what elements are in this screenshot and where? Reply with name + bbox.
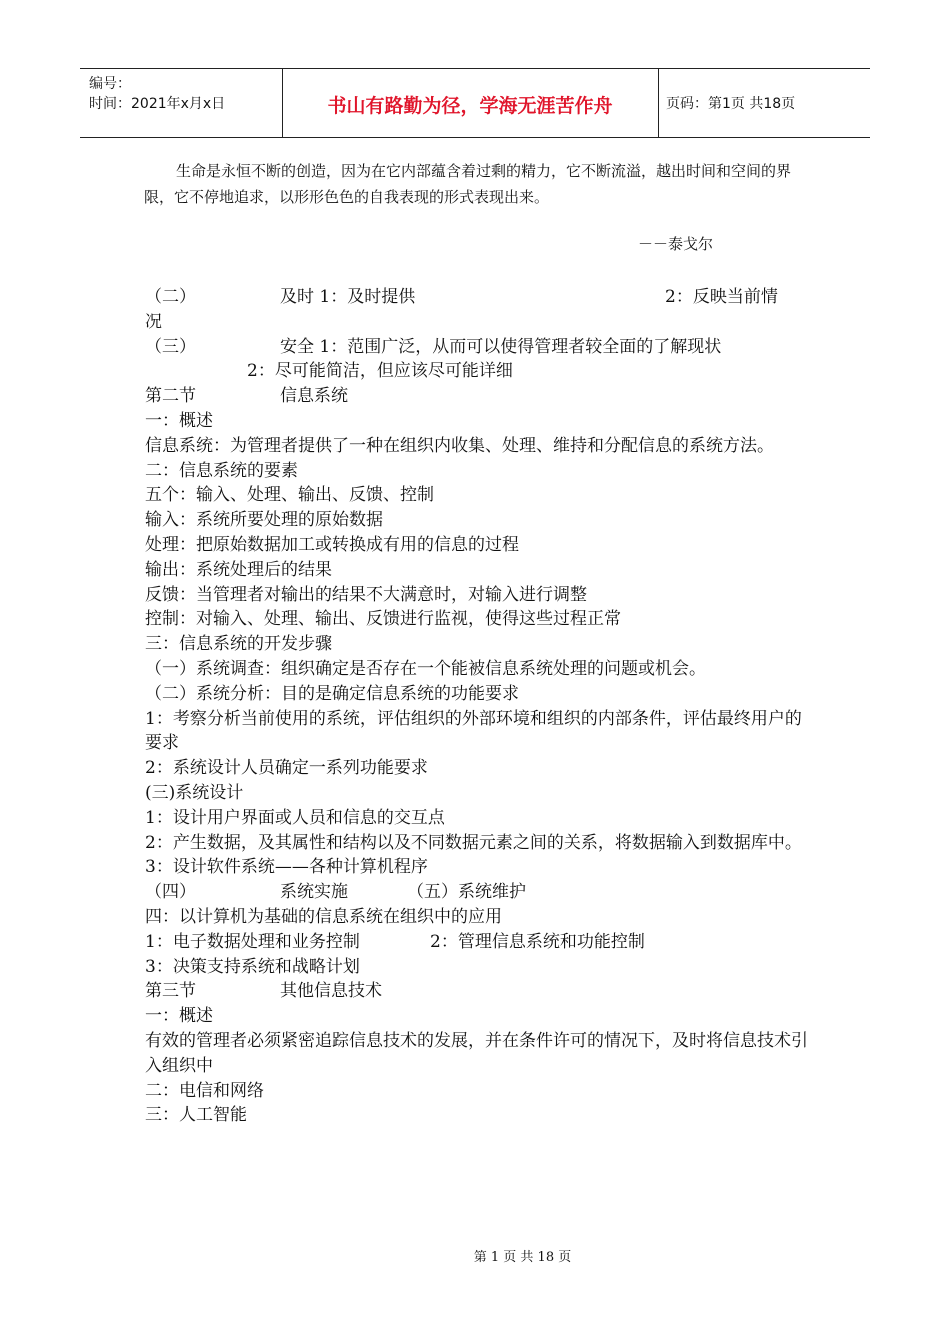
document-body <box>145 285 815 1128</box>
text-line <box>145 1103 815 1128</box>
text-segment: 安全 1：范围广泛，从而可以使得管理者较全面的了解现状 <box>280 336 722 357</box>
document-number: 编号： <box>89 76 131 92</box>
text-segment: 2：尽可能简洁，但应该尽可能详细 <box>247 361 513 382</box>
text-segment: 信息系统 <box>280 386 348 407</box>
text-segment: 控制：对输入、处理、输出、反馈进行监视，使得这些过程正常 <box>145 609 621 630</box>
text-line <box>145 1079 815 1104</box>
text-segment: 3：设计软件系统——各种计算机程序 <box>145 857 428 878</box>
section-heading <box>145 979 815 1004</box>
text-segment: 第二节 <box>145 386 196 407</box>
text-segment: 三：信息系统的开发步骤 <box>145 634 332 655</box>
text-segment: 2：管理信息系统和功能控制 <box>430 931 645 952</box>
text-segment: 一：概述 <box>145 1006 213 1027</box>
text-segment: 五个：输入、处理、输出、反馈、控制 <box>145 485 434 506</box>
text-segment: （五）系统维护 <box>407 882 526 903</box>
text-segment: 四：以计算机为基础的信息系统在组织中的应用 <box>145 906 502 927</box>
text-line <box>145 508 815 533</box>
text-segment: 二：电信和网络 <box>145 1080 264 1101</box>
header-table <box>80 68 870 138</box>
text-segment: 反馈：当管理者对输出的结果不大满意时，对输入进行调整 <box>145 584 587 605</box>
text-segment: 及时 1：及时提供 <box>280 287 416 307</box>
header-page-cell <box>658 69 870 137</box>
text-segment: 况 <box>145 311 162 332</box>
text-segment: 第三节 <box>145 981 196 1002</box>
text-line <box>145 657 815 682</box>
motto: 书山有路勤为径，学海无涯苦作舟 <box>327 95 613 117</box>
text-line <box>145 880 815 905</box>
text-line <box>145 682 815 707</box>
header-page-number: 页码：第1页 共18页 <box>666 96 796 112</box>
text-segment: 2：反映当前情 <box>665 287 778 307</box>
text-segment: 1：设计用户界面或人员和信息的交互点 <box>145 807 445 828</box>
text-segment: （四） <box>145 882 196 903</box>
text-segment: 系统实施 <box>280 882 348 903</box>
text-line <box>145 483 815 508</box>
quote-text: 生命是永恒不断的创造，因为在它内部蕴含着过剩的精力，它不断流溢，越出时间和空间的界限，它不停地追求，以形形色色的自我表现的形式表现出来。 <box>144 162 792 206</box>
footer-page-number: 第 1 页 共 18 页 <box>473 1250 572 1265</box>
text-segment: （一）系统调查：组织确定是否存在一个能被信息系统处理的问题或机会。 <box>145 658 706 679</box>
text-line <box>145 285 815 310</box>
text-line <box>145 607 815 632</box>
text-segment: （二）系统分析：目的是确定信息系统的功能要求 <box>145 683 519 704</box>
section-heading <box>145 384 815 409</box>
text-line <box>145 632 815 657</box>
text-segment: 输出：系统处理后的结果 <box>145 559 332 580</box>
text-segment: 3：决策支持系统和战略计划 <box>145 956 360 977</box>
text-segment: (三)系统设计 <box>145 782 244 803</box>
text-line <box>145 1004 815 1029</box>
text-segment: 处理：把原始数据加工或转换成有用的信息的过程 <box>145 534 519 555</box>
text-segment: 一：概述 <box>145 410 213 431</box>
text-line <box>145 905 815 930</box>
header-motto-cell <box>282 69 659 137</box>
text-line <box>145 533 815 558</box>
quote-author: －－泰戈尔 <box>638 235 714 253</box>
text-line <box>145 955 815 980</box>
page-footer <box>0 1246 950 1265</box>
text-segment: （三） <box>145 336 196 357</box>
text-segment: 输入：系统所要处理的原始数据 <box>145 510 383 531</box>
text-line <box>145 459 815 484</box>
text-line <box>145 806 815 831</box>
text-segment: 2：系统设计人员确定一系列功能要求 <box>145 758 428 779</box>
text-line <box>145 756 815 781</box>
text-line <box>145 558 815 583</box>
paragraph: 信息系统：为管理者提供了一种在组织内收集、处理、维持和分配信息的系统方法。 <box>145 435 774 456</box>
header-info-cell <box>80 69 283 137</box>
text-line <box>145 409 815 434</box>
paragraph: 有效的管理者必须紧密追踪信息技术的发展，并在条件许可的情况下，及时将信息技术引入组织中 <box>145 1030 808 1076</box>
text-line <box>145 781 815 806</box>
document-date: 时间：2021年x月x日 <box>89 96 226 112</box>
quote-block <box>144 158 814 210</box>
text-segment: 其他信息技术 <box>280 981 382 1002</box>
text-segment: （二） <box>145 287 196 307</box>
text-line <box>145 930 815 955</box>
text-segment: 二：信息系统的要素 <box>145 460 298 481</box>
text-segment: 三：人工智能 <box>145 1105 247 1126</box>
paragraph: 1：考察分析当前使用的系统，评估组织的外部环境和组织的内部条件，评估最终用户的要求 <box>145 708 802 754</box>
paragraph: 2：产生数据，及其属性和结构以及不同数据元素之间的关系，将数据输入到数据库中。 <box>145 832 802 853</box>
text-line <box>145 855 815 880</box>
text-line <box>145 335 815 360</box>
text-line <box>145 583 815 608</box>
text-segment: 1：电子数据处理和业务控制 <box>145 931 360 952</box>
text-line <box>145 310 815 335</box>
text-line <box>145 359 815 384</box>
